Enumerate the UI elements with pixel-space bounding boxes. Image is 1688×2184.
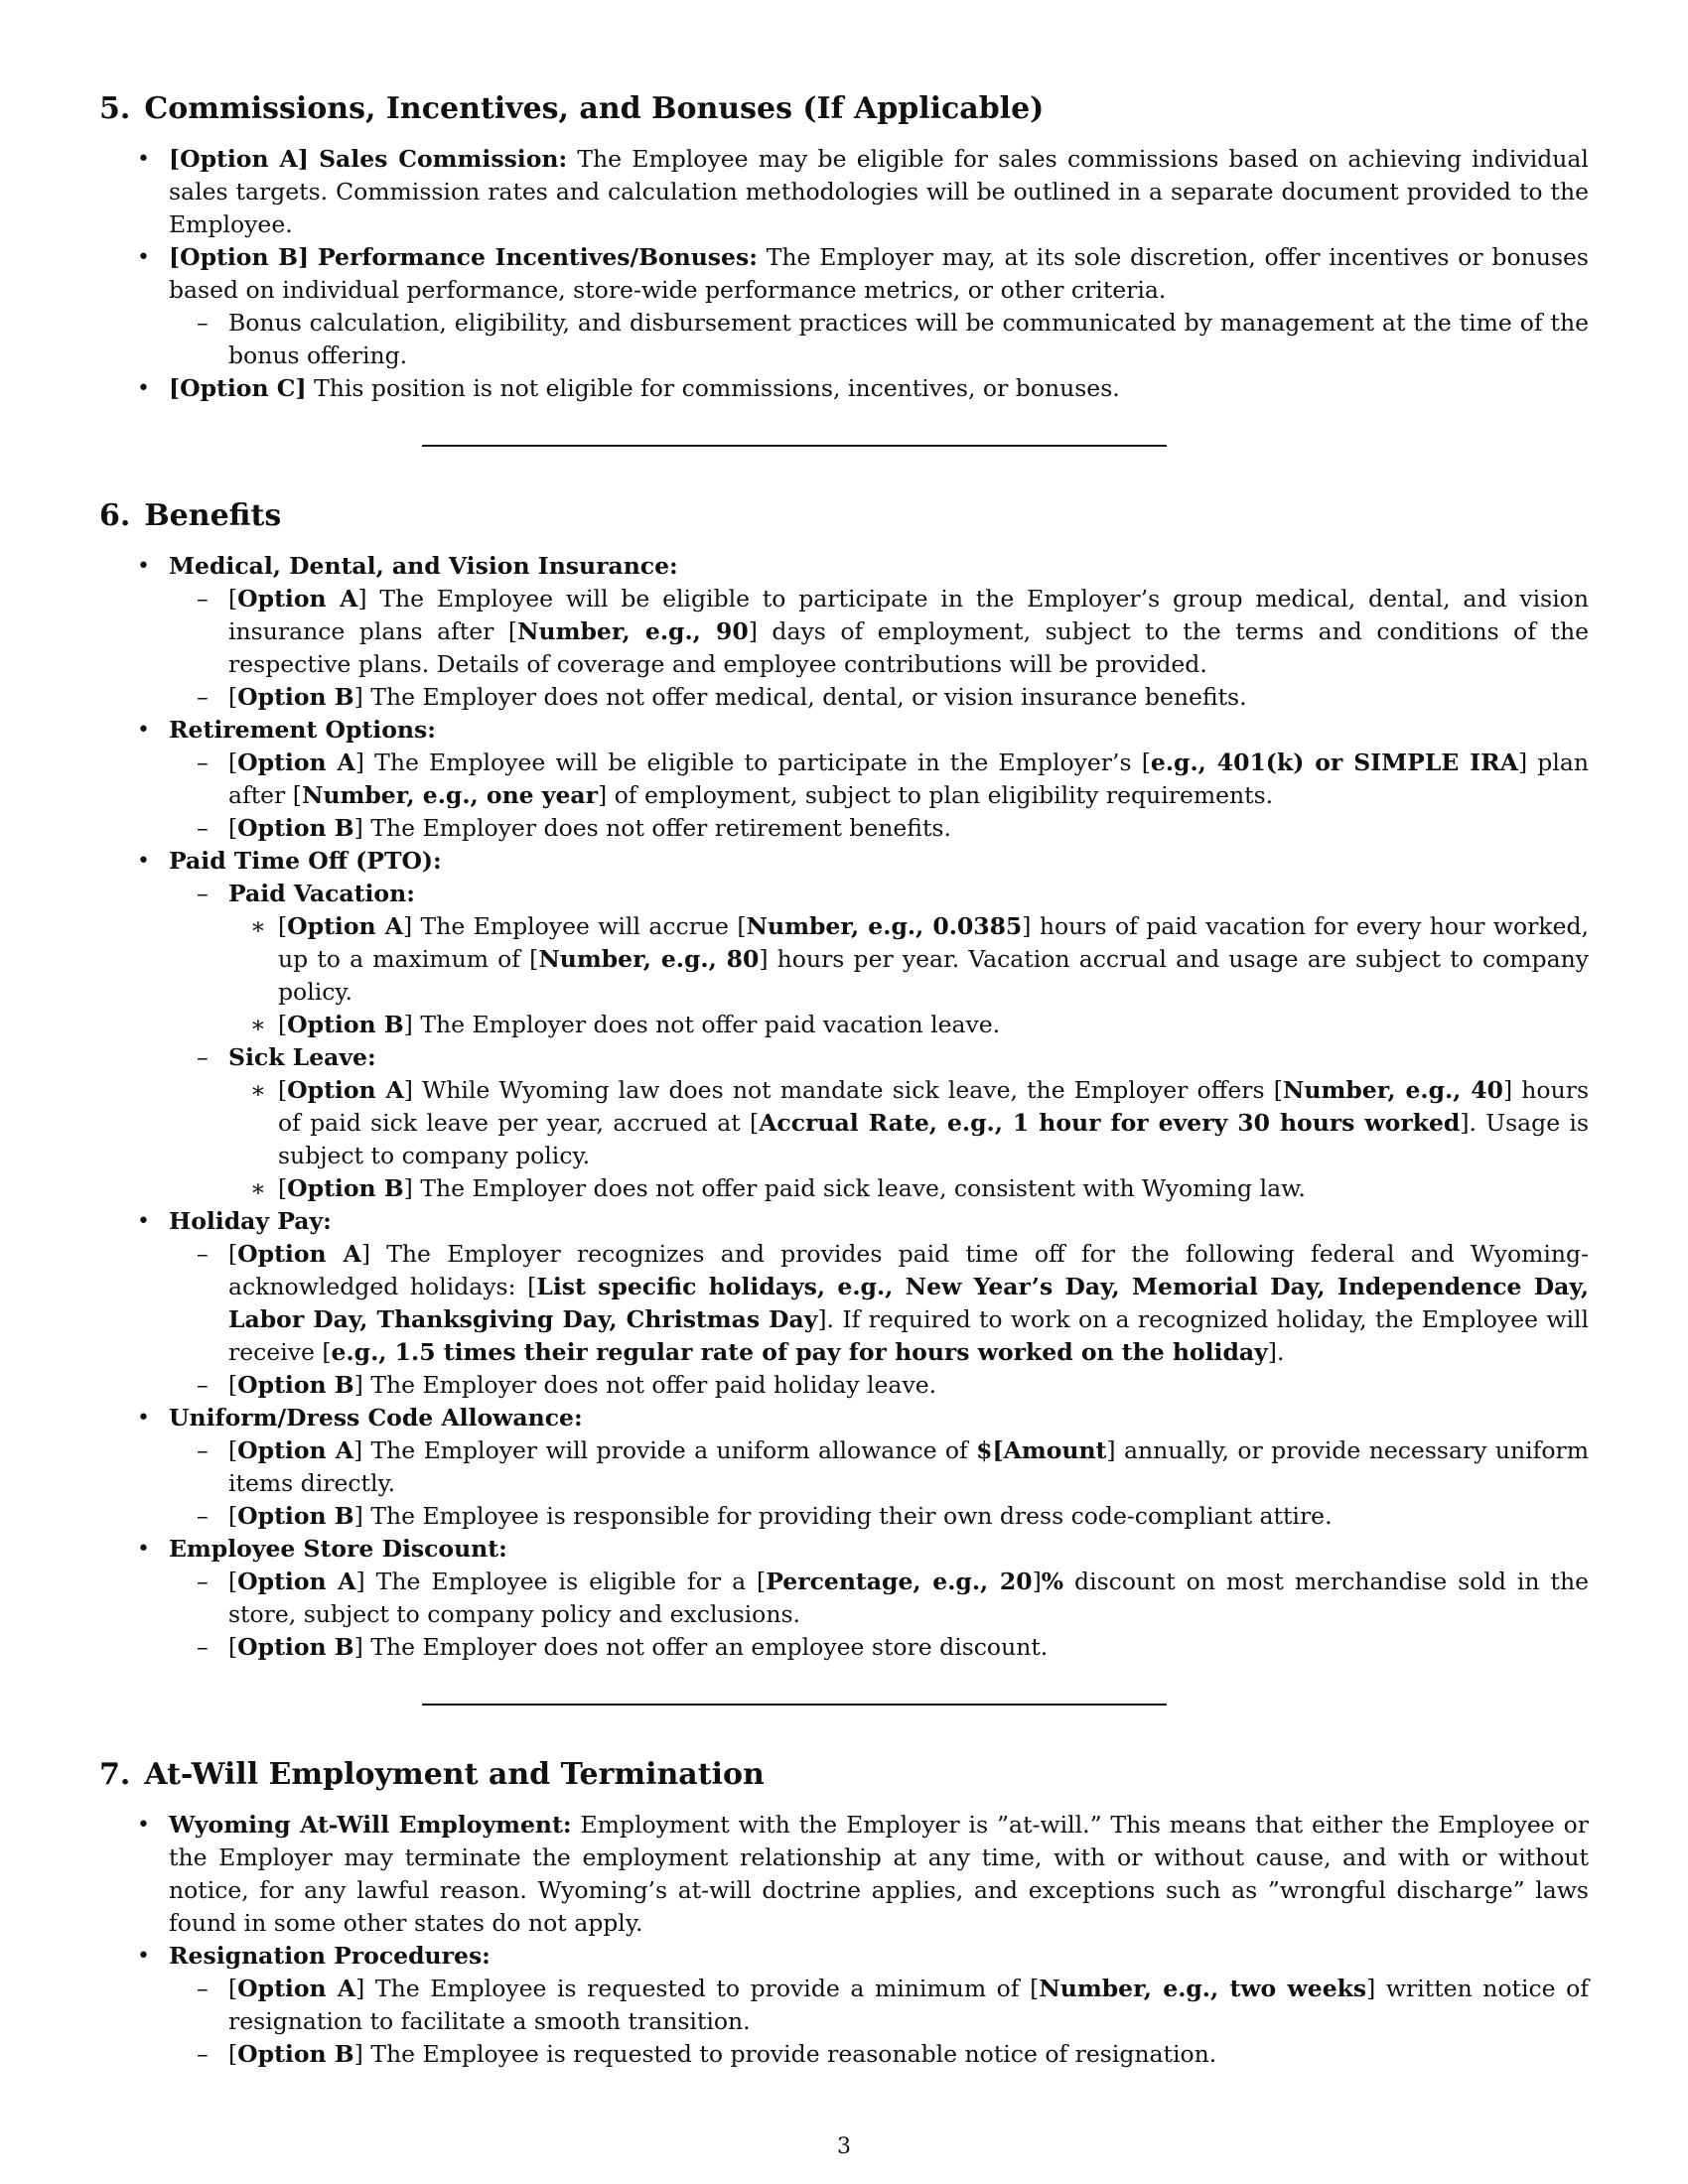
list-item: • Medical, Dental, and Vision Insurance: – [Option A] The Employee will be eligible to participate in the Employer’s group medical, dental, and vision insurance plans after [Number, e.g., 90] days of employment, subject to the terms and conditions of the respective plans. Details of coverage and employee contributions will be provided. – [Option B] The Employer does not offer medical, dental, or vision insurance benefits. (99, 550, 1589, 714)
list-item: – [Option A] The Employee will be eligible to participate in the Employer’s [e.g., 401(k) or SIMPLE IRA] plan after [Number, e.g., one year] of employment, subject to plan eligibility requirements. (169, 747, 1589, 812)
section-7-list (99, 1809, 1589, 2071)
list-item: ∗ [Option A] While Wyoming law does not mandate sick leave, the Employer offers [Number, e.g., 40] hours of paid sick leave per year, accrued at [Accrual Rate, e.g., 1 hour for every 30 hours worked]. Usage is subject to company policy. (228, 1074, 1589, 1172)
section-5-heading: 5. Commissions, Incentives, and Bonuses (If Applicable) (99, 91, 1045, 126)
list-item: – Paid Vacation: ∗ [Option A] The Employee will accrue [Number, e.g., 0.0385] hours of paid vacation for every hour worked, up to a maximum of [Number, e.g., 80] hours per year. Vacation accrual and usage are subject to company policy. ∗ [Option B] The Employer does not offer paid vacation leave. (169, 878, 1589, 1041)
list-item: • Uniform/Dress Code Allowance: – [Option A] The Employer will provide a uniform allowance of $[Amount] annually, or provide necessary uniform items directly. – [Option B] The Employee is responsible for providing their own dress code-compliant attire. (99, 1402, 1589, 1533)
section-6-list (99, 550, 1589, 1664)
list-item: – [Option B] The Employee is responsible for providing their own dress code-compliant attire. (169, 1500, 1589, 1533)
list-item: • Wyoming At-Will Employment: Employment with the Employer is ”at-will.” This means that either the Employee or the Employer may terminate the employment relationship at any time, with or without cause, and with or without notice, for any lawful reason. Wyoming’s at-will doctrine applies, and exceptions such as ”wrongful discharge” laws found in some other states do not apply. (99, 1809, 1589, 1940)
list-item: • [Option C] This position is not eligible for commissions, incentives, or bonuses. (99, 372, 1589, 405)
list-item: – [Option B] The Employer does not offer retirement benefits. (169, 812, 1589, 845)
list-item: – [Option B] The Employer does not offer an employee store discount. (169, 1631, 1589, 1664)
list-item: – Bonus calculation, eligibility, and disbursement practices will be communicated by management at the time of the bonus offering. (169, 307, 1589, 372)
list-item: ∗ [Option A] The Employee will accrue [Number, e.g., 0.0385] hours of paid vacation for every hour worked, up to a maximum of [Number, e.g., 80] hours per year. Vacation accrual and usage are subject to company policy. (228, 910, 1589, 1009)
page-number: 3 (837, 2134, 851, 2159)
section-divider (422, 1704, 1167, 1706)
list-item: – [Option B] The Employer does not offer paid holiday leave. (169, 1369, 1589, 1402)
list-item: – Sick Leave: ∗ [Option A] While Wyoming law does not mandate sick leave, the Employer offers [Number, e.g., 40] hours of paid sick leave per year, accrued at [Accrual Rate, e.g., 1 hour for every 30 hours worked]. Usage is subject to company policy. ∗ [Option B] The Employer does not offer paid sick leave, consistent with Wyoming law. (169, 1041, 1589, 1205)
list-item: – [Option A] The Employee will be eligible to participate in the Employer’s group medical, dental, and vision insurance plans after [Number, e.g., 90] days of employment, subject to the terms and conditions of the respective plans. Details of coverage and employee contributions will be provided. (169, 583, 1589, 681)
list-item: • Employee Store Discount: – [Option A] The Employee is eligible for a [Percentage, e.g., 20]% discount on most merchandise sold in the store, subject to company policy and exclusions. – [Option B] The Employer does not offer an employee store discount. (99, 1533, 1589, 1664)
list-item: – [Option A] The Employee is eligible for a [Percentage, e.g., 20]% discount on most merchandise sold in the store, subject to company policy and exclusions. (169, 1566, 1589, 1631)
list-item: – [Option B] The Employer does not offer medical, dental, or vision insurance benefits. (169, 681, 1589, 714)
section-6-heading: 6. Benefits (99, 498, 282, 533)
list-item: – [Option A] The Employer recognizes and provides paid time off for the following federal and Wyoming-acknowledged holidays: [List specific holidays, e.g., New Year’s Day, Memorial Day, Independence Day, Labor Day, Thanksgiving Day, Christmas Day]. If required to work on a recognized holiday, the Employee will receive [e.g., 1.5 times their regular rate of pay for hours worked on the holiday]. (169, 1238, 1589, 1369)
list-item: ∗ [Option B] The Employer does not offer paid vacation leave. (228, 1009, 1589, 1041)
section-divider (422, 445, 1167, 447)
list-item: • [Option A] Sales Commission: The Employee may be eligible for sales commissions based on achieving individual sales targets. Commission rates and calculation methodologies will be outlined in a separate document provided to the Employee. (99, 143, 1589, 241)
list-item: ∗ [Option B] The Employer does not offer paid sick leave, consistent with Wyoming law. (228, 1172, 1589, 1205)
list-item: – [Option B] The Employee is requested to provide reasonable notice of resignation. (169, 2038, 1589, 2071)
document-page (99, 89, 1589, 2095)
list-item: • Resignation Procedures: – [Option A] The Employee is requested to provide a minimum of [Number, e.g., two weeks] written notice of resignation to facilitate a smooth transition. – [Option B] The Employee is requested to provide reasonable notice of resignation. (99, 1940, 1589, 2071)
list-item: • Holiday Pay: – [Option A] The Employer recognizes and provides paid time off for the following federal and Wyoming-acknowledged holidays: [List specific holidays, e.g., New Year’s Day, Memorial Day, Independence Day, Labor Day, Thanksgiving Day, Christmas Day]. If required to work on a recognized holiday, the Employee will receive [e.g., 1.5 times their regular rate of pay for hours worked on the holiday]. – [Option B] The Employer does not offer paid holiday leave. (99, 1205, 1589, 1402)
section-5-list (99, 143, 1589, 405)
list-item: – [Option A] The Employer will provide a uniform allowance of $[Amount] annually, or provide necessary uniform items directly. (169, 1434, 1589, 1500)
section-7-heading: 7. At-Will Employment and Termination (99, 1757, 765, 1792)
list-item: • Paid Time Off (PTO): – Paid Vacation: ∗ [Option A] The Employee will accrue [Number, e.g., 0.0385] hours of paid vacation for every hour worked, up to a maximum of [Number, e.g., 80] hours per year. Vacation accrual and usage are subject to company policy. ∗ [Option B] The Employer does not offer paid vacation leave. – Sick Leave: ∗ [Option A] While Wyoming law does not mandate sick leave, the Employer offers [Number, e.g., 40] hours of paid sick leave per year, accrued at [Accrual Rate, e.g., 1 hour for every 30 hours worked]. Usage is subject to company policy. ∗ [Option B] The Employer does not offer paid sick leave, consistent with Wyoming law. (99, 845, 1589, 1205)
list-item: – [Option A] The Employee is requested to provide a minimum of [Number, e.g., two weeks] written notice of resignation to facilitate a smooth transition. (169, 1973, 1589, 2038)
list-item: • Retirement Options: – [Option A] The Employee will be eligible to participate in the Employer’s [e.g., 401(k) or SIMPLE IRA] plan after [Number, e.g., one year] of employment, subject to plan eligibility requirements. – [Option B] The Employer does not offer retirement benefits. (99, 714, 1589, 845)
list-item: • [Option B] Performance Incentives/Bonuses: The Employer may, at its sole discretion, offer incentives or bonuses based on individual performance, store-wide performance metrics, or other criteria. – Bonus calculation, eligibility, and disbursement practices will be communicated by management at the time of the bonus offering. (99, 241, 1589, 372)
